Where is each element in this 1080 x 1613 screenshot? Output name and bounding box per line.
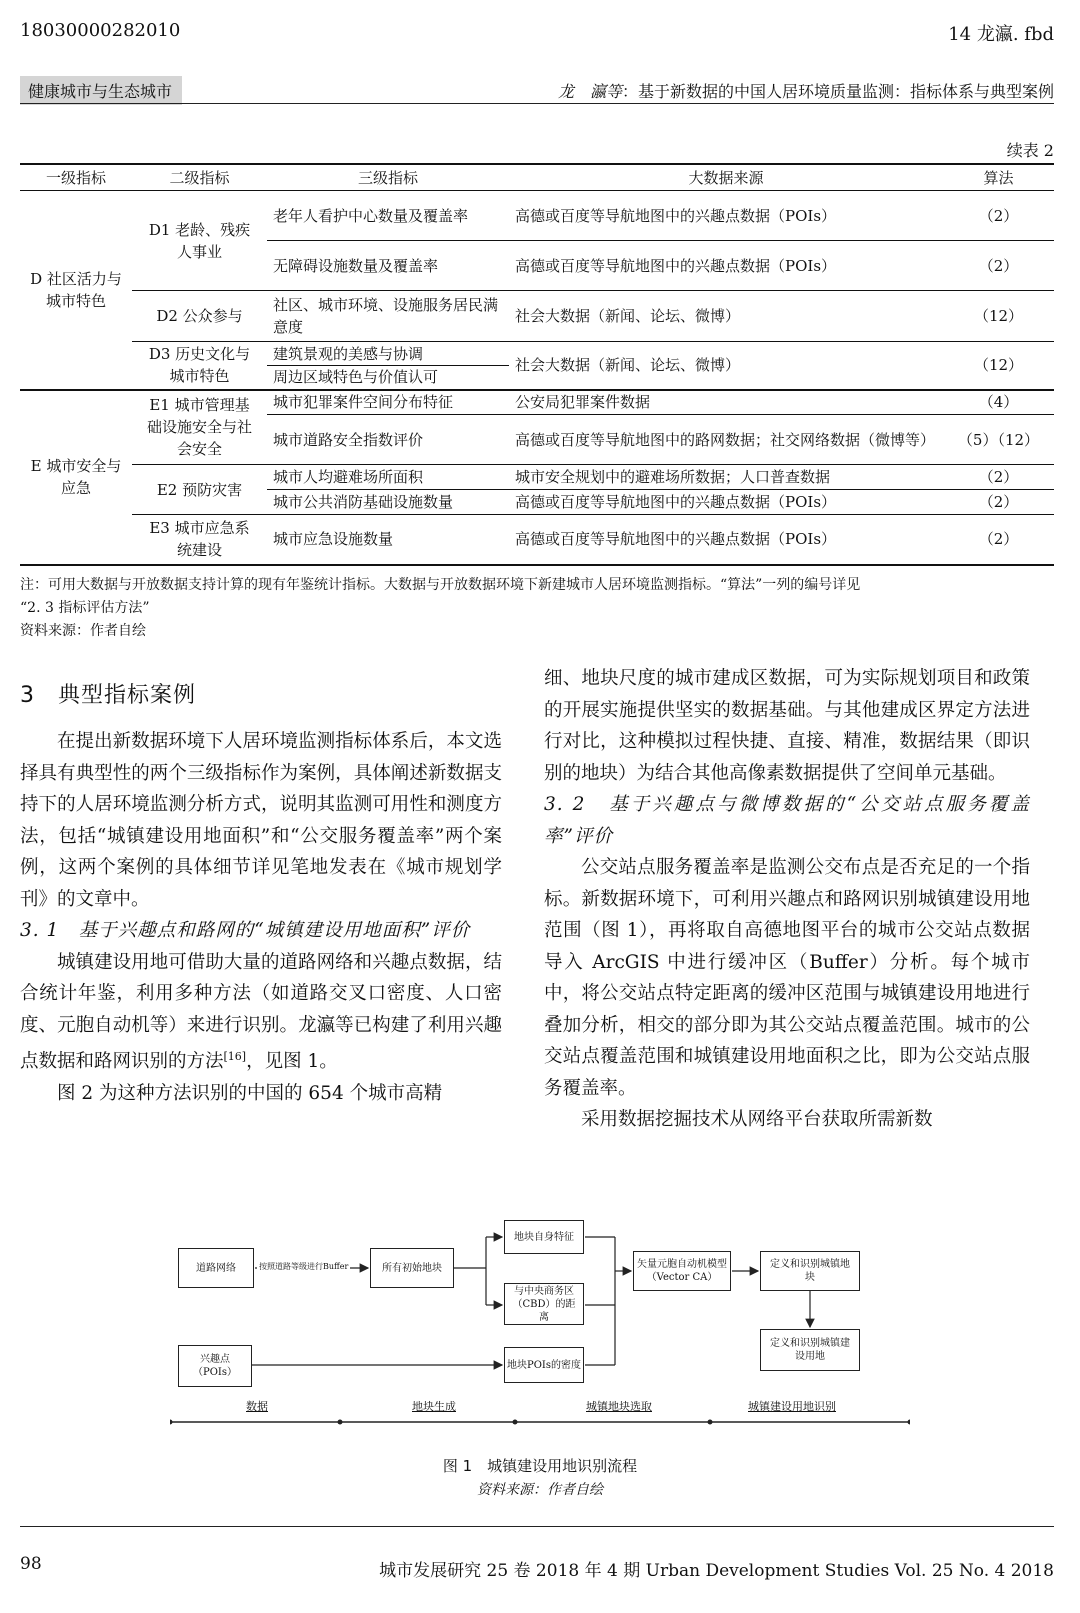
node-initial-parcels: 所有初始地块: [370, 1248, 454, 1288]
level2-e3: E3 城市应急系统建设: [132, 515, 267, 565]
node-define-land: 定义和识别城镇建设用地: [760, 1329, 860, 1371]
running-title: 龙 瀛等：基于新数据的中国人居环境质量监测：指标体系与典型案例: [557, 82, 1054, 101]
node-poi: 兴趣点（POIs）: [178, 1345, 252, 1387]
node-parcel-features: 地块自身特征: [504, 1220, 584, 1254]
table-row: [20, 191, 1054, 241]
level3-cell: 城市人均避难场所面积: [267, 465, 509, 490]
node-vector-ca: 矢量元胞自动机模型（Vector CA）: [633, 1251, 731, 1291]
node-poi-density: 地块POIs的密度: [504, 1347, 584, 1383]
level3-cell: 周边区域特色与价值认可: [267, 366, 509, 390]
paragraph: [20, 947, 502, 1078]
subsection-heading-3-1: 3. 1 基于兴趣点和路网的“城镇建设用地面积”评价: [20, 920, 471, 941]
level2-d2: D2 公众参与: [132, 291, 267, 342]
col-header: 二级指标: [132, 164, 267, 191]
algorithm-cell: （2）: [943, 241, 1054, 291]
source-cell: 高德或百度等导航地图中的兴趣点数据（POIs）: [509, 490, 943, 515]
paragraph-text: 城镇建设用地可借助大量的道路网络和兴趣点数据，结合统计年鉴，利用多种方法（如道路交叉口密度、人口密度、元胞自动机等）来进行识别。龙瀛等已构建了利用兴趣点数据和路网识别的方法: [20, 951, 502, 1073]
level3-cell: 城市应急设施数量: [267, 515, 509, 565]
level2-d1: D1 老龄、残疾人事业: [132, 191, 267, 291]
col-header: 大数据来源: [509, 164, 943, 191]
right-column: [544, 663, 1030, 1136]
col-header: 算法: [943, 164, 1054, 191]
algorithm-cell: （2）: [943, 490, 1054, 515]
algorithm-cell: （12）: [943, 291, 1054, 342]
level3-cell: 城市道路安全指数评价: [267, 415, 509, 465]
table-row: [20, 342, 1054, 366]
source-cell: 社会大数据（新闻、论坛、微博）: [509, 291, 943, 342]
running-article-title: 基于新数据的中国人居环境质量监测：指标体系与典型案例: [637, 82, 1054, 101]
running-authors: 龙 瀛等: [557, 82, 622, 101]
level3-cell: 无障碍设施数量及覆盖率: [267, 241, 509, 291]
level2-e2: E2 预防灾害: [132, 465, 267, 515]
algorithm-cell: （12）: [943, 342, 1054, 390]
doc-id: 18030000282010: [20, 20, 181, 41]
stage-land-identification: 城镇建设用地识别: [748, 1400, 836, 1413]
section-label: 健康城市与生态城市: [20, 76, 182, 105]
source-cell: 社会大数据（新闻、论坛、微博）: [509, 342, 943, 390]
node-road-network: 道路网络: [178, 1248, 254, 1288]
source-cell: 高德或百度等导航地图中的兴趣点数据（POIs）: [509, 241, 943, 291]
stage-parcel-selection: 城镇地块选取: [586, 1400, 652, 1413]
timeline-dot: [908, 1420, 911, 1425]
footer-rule: [20, 1526, 1054, 1527]
subsection-heading-3-2: 3. 2 基于兴趣点与微博数据的“公交站点服务覆盖率”评价: [544, 794, 1030, 847]
paragraph: 在提出新数据环境下人居环境监测指标体系后，本文选择具有典型性的两个三级指标作为案例，具体阐述新数据支持下的人居环境监测分析方式，说明其监测可用性和测度方法，包括“城镇建设用地面积”和“公交服务覆盖率”两个案例，这两个案例的具体细节详见笔地发表在《城市规划学刊》的文章中。: [20, 731, 502, 910]
timeline-dot: [338, 1420, 343, 1425]
algorithm-cell: （2）: [943, 191, 1054, 241]
stage-data: 数据: [246, 1400, 268, 1413]
figure-source: 资料来源：作者自绘: [477, 1482, 603, 1498]
file-name: 14 龙瀛. fbd: [948, 24, 1054, 45]
node-define-parcels: 定义和识别城镇地块: [760, 1251, 860, 1291]
paragraph: 图 2 为这种方法识别的中国的 654 个城市高精: [57, 1082, 443, 1104]
col-header: 一级指标: [20, 164, 132, 191]
timeline-dot: [708, 1420, 713, 1425]
level2-d3: D3 历史文化与城市特色: [132, 342, 267, 390]
algorithm-cell: （4）: [943, 390, 1054, 415]
note-line-1: 注：可用大数据与开放数据支持计算的现有年鉴统计指标。大数据与开放数据环境下新建城市人居环境监测指标。“算法”一列的编号详见: [20, 577, 861, 593]
level2-e1: E1 城市管理基础设施安全与社会安全: [132, 390, 267, 465]
paragraph: 细、地块尺度的城市建成区数据，可为实际规划项目和政策的开展实施提供坚实的数据基础。与其他建成区界定方法进行对比，这种模拟过程快捷、直接、精准，数据结果（即识别的地块）为结合其他高像素数据提供了空间单元基础。: [544, 668, 1030, 784]
level3-cell: 老年人看护中心数量及覆盖率: [267, 191, 509, 241]
source-cell: 城市安全规划中的避难场所数据；人口普查数据: [509, 465, 943, 490]
source-cell: 高德或百度等导航地图中的路网数据；社交网络数据（微博等）: [509, 415, 943, 465]
journal-info: 城市发展研究 25 卷 2018 年 4 期 Urban Development Studies Vol. 25 No. 4 2018: [379, 1561, 1054, 1581]
level3-cell: 社区、城市环境、设施服务居民满意度: [267, 291, 509, 342]
page-number: 98: [20, 1554, 42, 1574]
note-line-2: “2. 3 指标评估方法”: [20, 600, 150, 616]
table-row: [20, 465, 1054, 490]
timeline-dot: [513, 1420, 518, 1425]
left-column: [20, 726, 502, 1109]
table-row: [20, 515, 1054, 565]
figure-caption: 图 1 城镇建设用地识别流程: [442, 1457, 638, 1475]
stage-parcel-generation: 地块生成: [412, 1400, 456, 1413]
algorithm-cell: （5）（12）: [943, 415, 1054, 465]
timeline-dot: [170, 1420, 173, 1425]
level3-cell: 城市犯罪案件空间分布特征: [267, 390, 509, 415]
source-cell: 公安局犯罪案件数据: [509, 390, 943, 415]
paragraph-text: ，见图 1。: [246, 1051, 338, 1073]
source-cell: 高德或百度等导航地图中的兴趣点数据（POIs）: [509, 191, 943, 241]
table-row: [20, 291, 1054, 342]
header-rule: [20, 103, 1054, 104]
level1-e: E 城市安全与应急: [20, 390, 132, 565]
col-header: 三级指标: [267, 164, 509, 191]
table-row: [20, 390, 1054, 415]
table-continued-label: 续表 2: [1006, 141, 1054, 160]
level1-d: D 社区活力与城市特色: [20, 191, 132, 390]
algorithm-cell: （2）: [943, 465, 1054, 490]
citation-ref: [16]: [223, 1050, 247, 1063]
algorithm-cell: （2）: [943, 515, 1054, 565]
table-note: [20, 574, 1054, 643]
table-header-row: [20, 164, 1054, 191]
indicator-table: [20, 163, 1054, 566]
node-cbd-distance: 与中央商务区（CBD）的距离: [504, 1283, 584, 1325]
source-cell: 高德或百度等导航地图中的兴趣点数据（POIs）: [509, 515, 943, 565]
paragraph: 采用数据挖掘技术从网络平台获取所需新数: [581, 1109, 933, 1130]
level3-cell: 建筑景观的美感与协调: [267, 342, 509, 366]
edge-label-buffer: 按照道路等级进行Buffer: [259, 1262, 349, 1271]
paragraph: 公交站点服务覆盖率是监测公交布点是否充足的一个指标。新数据环境下，可利用兴趣点和路网识别城镇建设用地范围（图 1），再将取自高德地图平台的城市公交站点数据导入 ArcGIS 中进行缓冲区（Buffer）分析。每个城市中，将公交站点特定距离的缓冲区范围与城镇建设用地进行叠加分析，相交的部分即为其公交站点覆盖范围。城市的公交站点覆盖范围和城镇建设用地面积之比，即为公交站点服务覆盖率。: [544, 857, 1030, 1099]
level3-cell: 城市公共消防基础设施数量: [267, 490, 509, 515]
note-source: 资料来源：作者自绘: [20, 623, 146, 639]
section-heading: 3 典型指标案例: [20, 683, 196, 708]
flow-diagram: [170, 1215, 910, 1445]
